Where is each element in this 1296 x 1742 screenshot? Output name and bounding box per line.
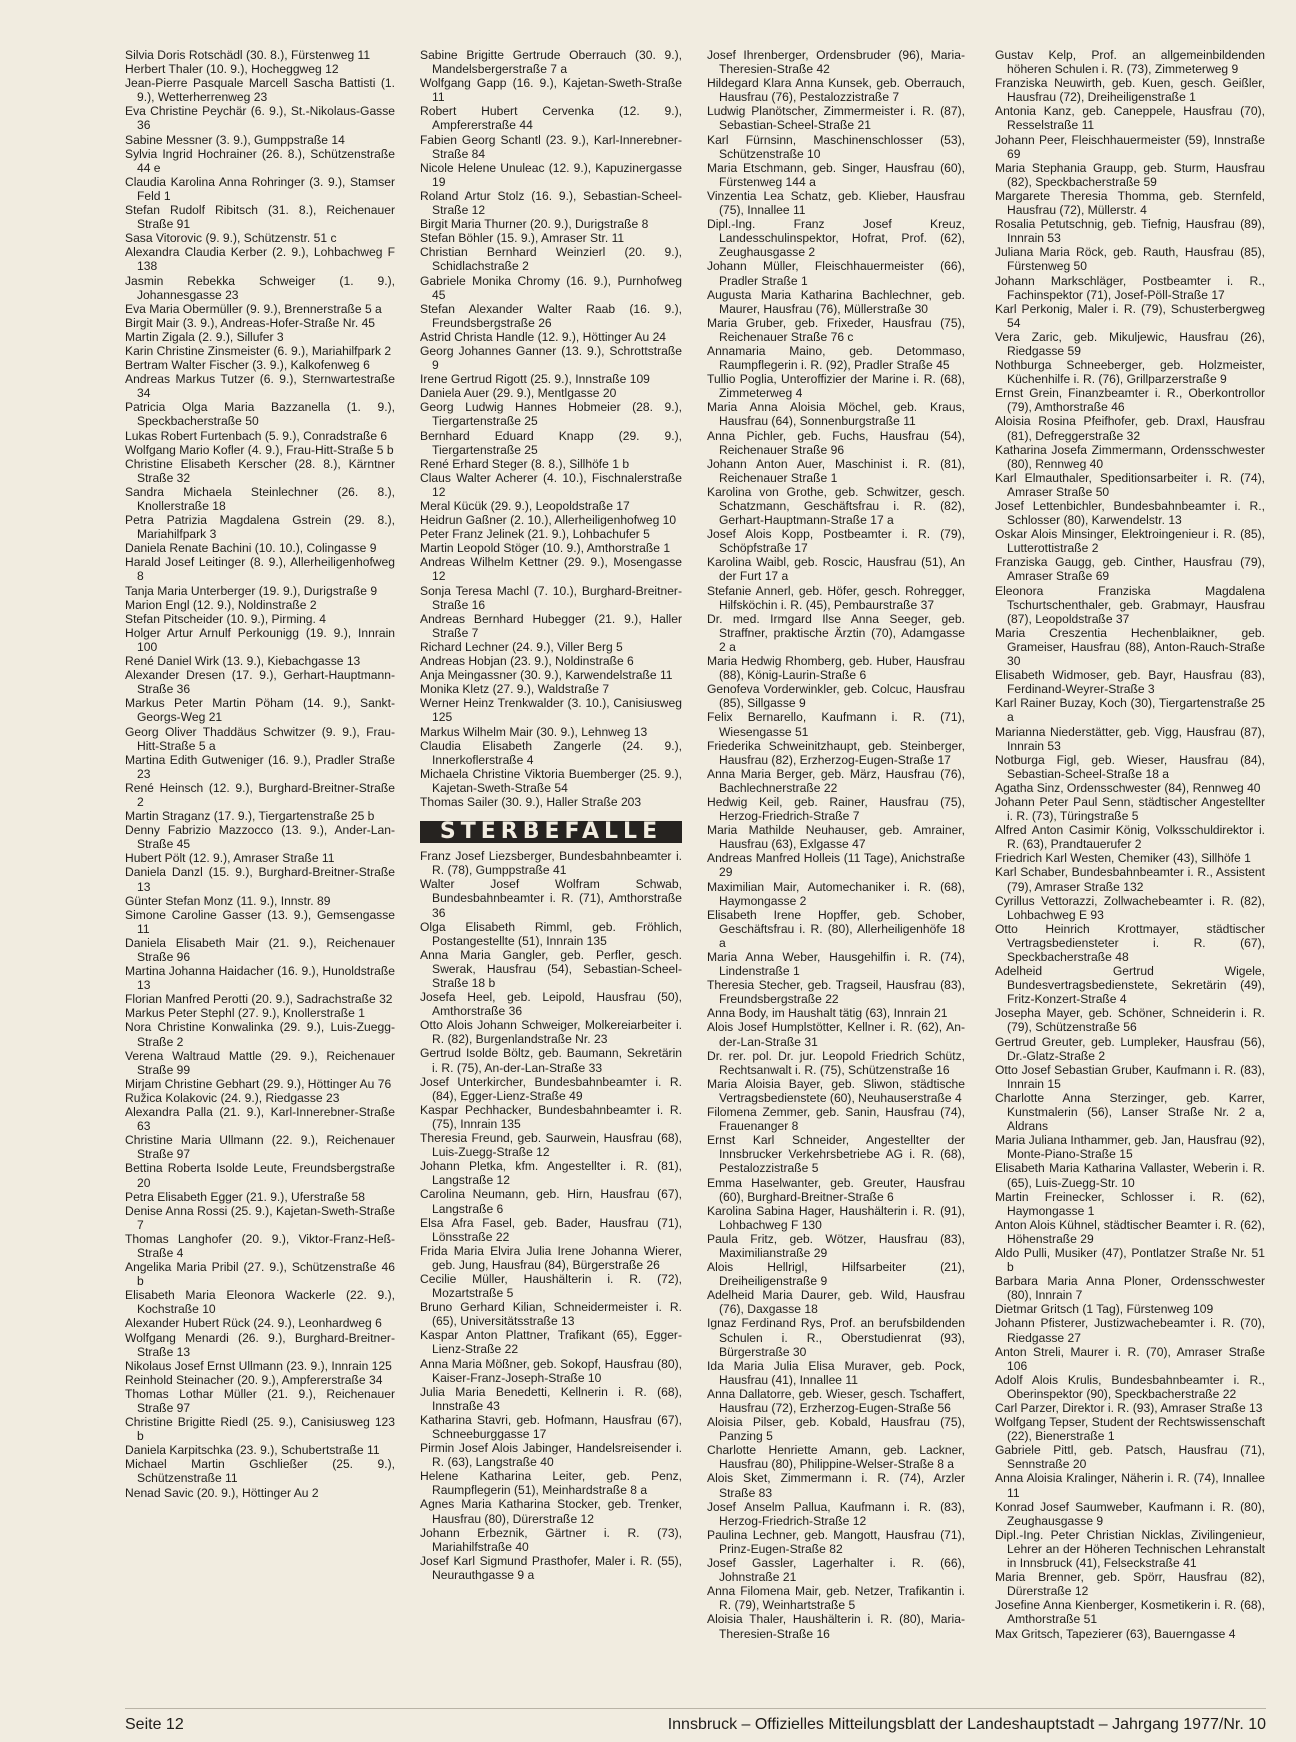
register-entry: Emma Haselwanter, geb. Greuter, Hausfrau (60), Burghard-Breitner-Straße 6 <box>707 1175 965 1204</box>
register-entry: Meral Kücük (29. 9.), Leopoldstraße 17 <box>420 499 630 513</box>
register-entry: Bettina Roberta Isolde Leute, Freundsbergstraße 20 <box>125 1161 395 1190</box>
register-entry: Daniela Auer (29. 9.), Mentlgasse 20 <box>420 386 617 401</box>
register-entry: Tullio Poglia, Unteroffizier der Marine i. R. (68), Zimmeterweg 4 <box>707 372 965 401</box>
register-entry: Antonia Kanz, geb. Caneppele, Hausfrau (70), Resselstraße 11 <box>995 104 1265 133</box>
register-entry: Nora Christine Konwalinka (29. 9.), Luis-Zuegg-Straße 2 <box>125 1020 395 1049</box>
register-entry: Maria Anna Aloisia Möchel, geb. Kraus, Hausfrau (64), Sonnenburgstraße 11 <box>707 400 965 429</box>
register-entry: Karl Perkonig, Maler i. R. (79), Schusterbergweg 54 <box>995 301 1265 330</box>
register-entry: Daniela Danzl (15. 9.), Burghard-Breitner-Straße 13 <box>125 865 395 894</box>
register-entry: Thomas Sailer (30. 9.), Haller Straße 203 <box>420 794 642 809</box>
register-entry: Astrid Christa Handle (12. 9.), Höttinger Au 24 <box>420 329 667 344</box>
register-entry: Angelika Maria Pribil (27. 9.), Schützenstraße 46 b <box>125 1260 395 1289</box>
register-entry: Karolina Waibl, geb. Roscic, Hausfrau (51), An der Furt 17 a <box>707 555 965 584</box>
register-entry: Sabine Messner (3. 9.), Gumppstraße 14 <box>125 132 345 147</box>
register-entry: Otto Alois Johann Schweiger, Molkereiarbeiter i. R. (82), Burgenlandstraße Nr. 23 <box>420 1018 682 1047</box>
register-entry: Sandra Michaela Steinlechner (26. 8.), Knollerstraße 18 <box>125 484 395 513</box>
register-entry: Daniela Karpitschka (23. 9.), Schubertstraße 11 <box>125 1443 380 1458</box>
register-entry: Hubert Pölt (12. 9.), Amraser Straße 11 <box>125 851 335 866</box>
register-entry: Petra Patrizia Magdalena Gstrein (29. 8.), Mariahilfpark 3 <box>125 513 395 542</box>
register-entry: Ludwig Planötscher, Zimmermeister i. R. (87), Sebastian-Scheel-Straße 21 <box>707 104 965 133</box>
register-entry: Dipl.-Ing. Franz Josef Kreuz, Landesschulinspektor, Hofrat, Prof. (62), Zeughausgasse 2 <box>707 217 965 260</box>
register-entry: Hedwig Keil, geb. Rainer, Hausfrau (75), Herzog-Friedrich-Straße 7 <box>707 794 965 824</box>
register-entry: Verena Waltraud Mattle (29. 9.), Reichenauer Straße 99 <box>125 1048 395 1077</box>
register-entry: Martin Freinecker, Schlosser i. R. (62), Haymongasse 1 <box>995 1189 1265 1218</box>
register-entry: Georg Oliver Thaddäus Schwitzer (9. 9.), Frau-Hitt-Straße 5 a <box>125 724 395 753</box>
register-entry: Mirjam Christine Gebhart (29. 9.), Höttinger Au 76 <box>125 1076 392 1091</box>
register-entry: Maria Stephania Graupp, geb. Sturm, Hausfrau (82), Speckbacherstraße 59 <box>995 160 1265 189</box>
register-entry: Alexander Hubert Rück (24. 9.), Leonhardweg 6 <box>125 1316 382 1331</box>
register-entry: Werner Heinz Trenkwalder (3. 10.), Canisiusweg 125 <box>420 696 682 725</box>
register-entry: Tanja Maria Unterberger (19. 9.), Durigstraße 9 <box>125 583 378 598</box>
register-entry: Aldo Pulli, Musiker (47), Pontlatzer Straße Nr. 51 b <box>995 1245 1265 1275</box>
register-entry: Nicole Helene Unuleac (12. 9.), Kapuzinergasse 19 <box>420 160 682 189</box>
register-entry: Maria Gruber, geb. Frixeder, Hausfrau (75), Reichenauer Straße 76 c <box>707 315 965 344</box>
register-entry: Olga Elisabeth Rimml, geb. Fröhlich, Postangestellte (51), Innrain 135 <box>420 919 682 948</box>
register-entry: Sonja Teresa Machl (7. 10.), Burghard-Breitner-Straße 16 <box>420 583 682 612</box>
register-entry: Claudia Karolina Anna Rohringer (3. 9.), Stamser Feld 1 <box>125 174 395 203</box>
register-entry: Maria Etschmann, geb. Singer, Hausfrau (60), Fürstenweg 144 a <box>707 160 965 189</box>
register-entry: Maria Juliana Inthammer, geb. Jan, Hausfrau (92), Monte-Piano-Straße 15 <box>995 1133 1265 1162</box>
register-entry: Robert Hubert Cervenka (12. 9.), Ampfererstraße 44 <box>420 104 682 133</box>
register-entry: Denny Fabrizio Mazzocco (13. 9.), Ander-Lan-Straße 45 <box>125 823 395 852</box>
register-entry: Andreas Hobjan (23. 9.), Noldinstraße 6 <box>420 654 634 669</box>
register-entry: Reinhold Steinacher (20. 9.), Ampfererstraße 34 <box>125 1372 383 1387</box>
register-entry: Frida Maria Elvira Julia Irene Johanna Wierer, geb. Jung, Hausfrau (84), Bürgerstraße 26 <box>420 1243 682 1272</box>
register-entry: Franz Josef Liezsberger, Bundesbahnbeamter i. R. (78), Gumppstraße 41 <box>420 849 682 878</box>
register-entry: Elisabeth Maria Eleonora Wackerle (22. 9.), Kochstraße 10 <box>125 1288 395 1317</box>
register-entry: Bernhard Eduard Knapp (29. 9.), Tiergartenstraße 25 <box>420 428 682 457</box>
register-entry: Ernst Grein, Finanzbeamter i. R., Oberkontrollor (79), Amthorstraße 46 <box>995 386 1265 415</box>
register-entry: Max Gritsch, Tapezierer (63), Bauerngasse 4 <box>995 1626 1236 1641</box>
register-entry: Gustav Kelp, Prof. an allgemeinbildenden höheren Schulen i. R. (73), Zimmeterweg 9 <box>995 48 1265 77</box>
register-entry: Thomas Langhofer (20. 9.), Viktor-Franz-Heß-Straße 4 <box>125 1231 395 1260</box>
register-entry: René Daniel Wirk (13. 9.), Kiebachgasse 13 <box>125 654 361 669</box>
register-entry: Theresia Freund, geb. Saurwein, Hausfrau (68), Luis-Zuegg-Straße 12 <box>420 1131 682 1160</box>
register-entry: Josef Gassler, Lagerhalter i. R. (66), Johnstraße 21 <box>707 1556 965 1585</box>
register-entry: Georg Ludwig Hannes Hobmeier (28. 9.), Tiergartenstraße 25 <box>420 400 682 429</box>
register-entry: Carl Parzer, Direktor i. R. (93), Amraser Straße 13 <box>995 1401 1263 1415</box>
register-entry: Sasa Vitorovic (9. 9.), Schützenstr. 51 c <box>125 231 337 246</box>
register-entry: Peter Franz Jelinek (21. 9.), Lohbachufer 5 <box>420 527 650 542</box>
register-entry: Adelheid Maria Daurer, geb. Wild, Hausfrau (76), Daxgasse 18 <box>707 1288 965 1317</box>
register-entry: Martin Leopold Stöger (10. 9.), Amthorstraße 1 <box>420 541 671 556</box>
register-entry: Aloisia Pilser, geb. Kobald, Hausfrau (75), Panzing 5 <box>707 1415 965 1444</box>
register-entry: Karl Elmauthaler, Speditionsarbeiter i. R. (74), Amraser Straße 50 <box>995 470 1265 499</box>
register-entry: Petra Elisabeth Egger (21. 9.), Uferstraße 58 <box>125 1189 365 1204</box>
register-entry: Josef Lettenbichler, Bundesbahnbeamter i. R., Schlosser (80), Karwendelstr. 13 <box>995 499 1265 528</box>
register-entry: Elisabeth Widmoser, geb. Bayr, Hausfrau (83), Ferdinand-Weyrer-Straße 3 <box>995 668 1265 697</box>
register-entry: Stefanie Annerl, geb. Höfer, gesch. Rohregger, Hilfsköchin i. R. (45), Pembaurstraße 37 <box>707 583 965 612</box>
register-entry: Anna Dallatorre, geb. Wieser, gesch. Tschaffert, Hausfrau (72), Erzherzog-Eugen-Straße 56 <box>707 1386 965 1415</box>
register-entry: Monika Kletz (27. 9.), Waldstraße 7 <box>420 682 610 697</box>
register-entry: Ignaz Ferdinand Rys, Prof. an berufsbildenden Schulen i. R., Oberstudienrat (93), Bürgerstraße 30 <box>707 1316 965 1359</box>
register-entry: Katharina Stavri, geb. Hofmann, Hausfrau (67), Schneeburggasse 17 <box>420 1412 682 1441</box>
register-entry: Dipl.-Ing. Peter Christian Nicklas, Zivilingenieur, Lehrer an der Höheren Technischen Lehranstalt in Innsbruck (41), Felseckstraße 41 <box>995 1527 1265 1571</box>
register-entry: Christian Bernhard Weinzierl (20. 9.), Schidlachstraße 2 <box>420 245 682 274</box>
register-entry: Bruno Gerhard Kilian, Schneidermeister i. R. (65), Universitätsstraße 13 <box>420 1300 682 1329</box>
register-entry: Andreas Manfred Holleis (11 Tage), Anichstraße 29 <box>707 851 965 880</box>
register-entry: Alois Hellrigl, Hilfsarbeiter (21), Dreiheiligenstraße 9 <box>707 1260 965 1289</box>
register-entry: Stefan Alexander Walter Raab (16. 9.), Freundsbergstraße 26 <box>420 301 682 330</box>
register-entry: Agnes Maria Katharina Stocker, geb. Trenker, Hausfrau (80), Dürerstraße 12 <box>420 1497 682 1526</box>
register-entry: Johann Pletka, kfm. Angestellter i. R. (81), Langstraße 12 <box>420 1159 682 1188</box>
register-entry: Johann Erbeznik, Gärtner i. R. (73), Mariahilfstraße 40 <box>420 1525 682 1554</box>
section-heading-sterbefaelle: STERBEFÄLLE <box>420 821 682 843</box>
register-entry: Annamaria Maino, geb. Detommaso, Raumpflegerin i. R. (92), Pradler Straße 45 <box>707 343 965 373</box>
register-entry: Roland Artur Stolz (16. 9.), Sebastian-Scheel-Straße 12 <box>420 188 682 218</box>
register-entry: Andreas Markus Tutzer (6. 9.), Sternwartestraße 34 <box>125 372 395 401</box>
register-entry: Irene Gertrud Rigott (25. 9.), Innstraße 109 <box>420 372 650 387</box>
register-entry: Maria Hedwig Rhomberg, geb. Huber, Hausfrau (88), König-Laurin-Straße 6 <box>707 654 965 683</box>
register-entry: Anja Meingassner (30. 9.), Karwendelstraße 11 <box>420 668 673 683</box>
register-entry: Claus Walter Acherer (4. 10.), Fischnalerstraße 12 <box>420 470 682 499</box>
register-entry: Felix Bernarello, Kaufmann i. R. (71), Wiesengasse 51 <box>707 710 965 739</box>
register-entry: Wolfgang Gapp (16. 9.), Kajetan-Sweth-Straße 11 <box>420 76 682 105</box>
register-entry: Daniela Elisabeth Mair (21. 9.), Reichenauer Straße 96 <box>125 935 395 964</box>
register-entry: Paula Fritz, geb. Wötzer, Hausfrau (83), Maximilianstraße 29 <box>707 1231 965 1260</box>
register-entry: Walter Josef Wolfram Schwab, Bundesbahnbeamter i. R. (71), Amthorstraße 36 <box>420 877 682 920</box>
register-entry: Gabriele Pittl, geb. Patsch, Hausfrau (71), Sennstraße 20 <box>995 1443 1265 1472</box>
register-entry: Dr. med. Irmgard Ilse Anna Seeger, geb. Straffner, praktische Ärztin (70), Adamgasse 2 a <box>707 611 965 654</box>
register-entry: Filomena Zemmer, geb. Sanin, Hausfrau (74), Frauenanger 8 <box>707 1105 965 1134</box>
register-entry: Martin Straganz (17. 9.), Tiergartenstraße 25 b <box>125 809 375 824</box>
register-entry: Adelheid Gertrud Wigele, Bundesvertragsbedienstete, Sekretärin (49), Fritz-Konzert-Straße 4 <box>995 964 1265 1007</box>
register-entry: Nikolaus Josef Ernst Ullmann (23. 9.), Innrain 125 <box>125 1358 392 1373</box>
register-entry: Michaela Christine Viktoria Buemberger (25. 9.), Kajetan-Sweth-Straße 54 <box>420 766 682 795</box>
register-entry: Barbara Maria Anna Ploner, Ordensschwester (80), Innrain 7 <box>995 1274 1265 1303</box>
register-entry: Alois Sket, Zimmermann i. R. (74), Arzler Straße 83 <box>707 1471 965 1500</box>
register-entry: Anna Filomena Mair, geb. Netzer, Trafikantin i. R. (79), Weinhartstraße 5 <box>707 1584 965 1613</box>
register-entry: Oskar Alois Minsinger, Elektroingenieur i. R. (85), Lutterottistraße 2 <box>995 527 1265 556</box>
register-entry: Elisabeth Irene Hopffer, geb. Schober, Geschäftsfrau i. R. (80), Allerheiligenhöfe 18 a <box>707 907 965 950</box>
register-entry: Ernst Karl Schneider, Angestellter der Innsbrucker Verkehrsbetriebe AG i. R. (68), Pestalozzistraße 5 <box>707 1133 965 1176</box>
register-entry: Fabien Georg Schantl (23. 9.), Karl-Innerebner-Straße 84 <box>420 132 682 161</box>
footer-rule <box>125 1708 1266 1709</box>
publication-title: Innsbruck – Offizielles Mitteilungsblatt der Landeshauptstadt – Jahrgang 1977/Nr. 10 <box>667 1716 1266 1733</box>
register-entry: Bertram Walter Fischer (3. 9.), Kalkofenweg 6 <box>125 358 370 373</box>
register-entry: Karl Schaber, Bundesbahnbeamter i. R., Assistent (79), Amraser Straße 132 <box>995 865 1265 894</box>
register-entry: Patricia Olga Maria Bazzanella (1. 9.), Speckbacherstraße 50 <box>125 400 395 429</box>
register-entry: Rosalia Petutschnig, geb. Tiefnig, Hausfrau (89), Innrain 53 <box>995 217 1265 246</box>
register-entry: Florian Manfred Perotti (20. 9.), Sadrachstraße 32 <box>125 992 393 1007</box>
register-entry: Theresia Stecher, geb. Tragseil, Hausfrau (83), Freundsbergstraße 22 <box>707 978 965 1007</box>
register-entry: Stefan Böhler (15. 9.), Amraser Str. 11 <box>420 231 625 246</box>
register-entry: Adolf Alois Krulis, Bundesbahnbeamter i. R., Oberinspektor (90), Speckbacherstraße 22 <box>995 1372 1265 1401</box>
register-entry: Alois Josef Humplstötter, Kellner i. R. (62), An-der-Lan-Straße 31 <box>707 1020 965 1049</box>
register-entry: Kaspar Anton Plattner, Trafikant (65), Egger-Lienz-Straße 22 <box>420 1328 682 1357</box>
register-entry: Herbert Thaler (10. 9.), Hocheggweg 12 <box>125 62 339 77</box>
register-entry: Charlotte Henriette Amann, geb. Lackner, Hausfrau (80), Philippine-Welser-Straße 8 a <box>707 1443 965 1472</box>
register-entry: Eva Maria Obermüller (9. 9.), Brennerstraße 5 a <box>125 301 382 316</box>
register-entry: Gertrud Isolde Böltz, geb. Baumann, Sekretärin i. R. (75), An-der-Lan-Straße 33 <box>420 1046 682 1075</box>
register-entry: Gabriele Monika Chromy (16. 9.), Purnhofweg 45 <box>420 273 682 302</box>
register-entry: Karolina von Grothe, geb. Schwitzer, gesch. Schatzmann, Geschäftsfrau i. R. (82), Gerhart-Hauptmann-Straße 17 a <box>707 484 965 528</box>
register-entry: Andreas Bernhard Hubegger (21. 9.), Haller Straße 7 <box>420 611 682 640</box>
register-entry: Jasmin Rebekka Schweiger (1. 9.), Johannesgasse 23 <box>125 273 395 302</box>
register-entry: Dietmar Gritsch (1 Tag), Fürstenweg 109 <box>995 1302 1214 1317</box>
register-entry: Josepha Mayer, geb. Schöner, Schneiderin i. R. (79), Schützenstraße 56 <box>995 1006 1265 1035</box>
register-entry: Nenad Savic (20. 9.), Höttinger Au 2 <box>125 1485 319 1500</box>
register-entry: Katharina Josefa Zimmermann, Ordensschwester (80), Rennweg 40 <box>995 442 1265 471</box>
register-entry: Martina Edith Gutweniger (16. 9.), Pradler Straße 23 <box>125 752 395 781</box>
register-entry: Juliana Maria Röck, geb. Rauth, Hausfrau (85), Fürstenweg 50 <box>995 245 1265 274</box>
register-entry: Heidrun Gaßner (2. 10.), Allerheiligenhofweg 10 <box>420 513 677 528</box>
register-entry: Helene Katharina Leiter, geb. Penz, Raumpflegerin (51), Meinhardstraße 8 a <box>420 1469 682 1498</box>
register-entry: Martin Zigala (2. 9.), Sillufer 3 <box>125 329 284 344</box>
register-entry: Carolina Neumann, geb. Hirn, Hausfrau (67), Langstraße 6 <box>420 1187 682 1216</box>
register-entry: Anna Pichler, geb. Fuchs, Hausfrau (54), Reichenauer Straße 96 <box>707 428 965 457</box>
register-entry: Maria Anna Weber, Hausgehilfin i. R. (74), Lindenstraße 1 <box>707 950 965 979</box>
register-entry: Elisabeth Maria Katharina Vallaster, Weberin i. R. (65), Luis-Zuegg-Str. 10 <box>995 1161 1265 1190</box>
register-entry: Lukas Robert Furtenbach (5. 9.), Conradstraße 6 <box>125 428 388 443</box>
register-entry: Augusta Maria Katharina Bachlechner, geb. Maurer, Hausfrau (76), Müllerstraße 30 <box>707 287 965 316</box>
register-entry: Karl Rainer Buzay, Koch (30), Tiergartenstraße 25 a <box>995 696 1265 725</box>
register-entry: Johann Markschläger, Postbeamter i. R., Fachinspektor (71), Josef-Pöll-Straße 17 <box>995 273 1265 302</box>
register-entry: Josef Ihrenberger, Ordensbruder (96), Maria-Theresien-Straße 42 <box>707 48 965 77</box>
register-entry: Georg Johannes Ganner (13. 9.), Schrottstraße 9 <box>420 343 682 373</box>
register-entry: Josef Alois Kopp, Postbeamter i. R. (79), Schöpfstraße 17 <box>707 527 965 556</box>
column-2 <box>420 48 682 1582</box>
register-entry: Maria Creszentia Hechenblaikner, geb. Grameiser, Hausfrau (88), Anton-Rauch-Straße 30 <box>995 625 1265 669</box>
column-4 <box>995 48 1265 1641</box>
register-entry: Josefa Heel, geb. Leipold, Hausfrau (50), Amthorstraße 36 <box>420 990 682 1019</box>
register-entry: Konrad Josef Saumweber, Kaufmann i. R. (80), Zeughausgasse 9 <box>995 1499 1265 1528</box>
register-entry: Wolfgang Tepser, Student der Rechtswissenschaft (22), Bienerstraße 1 <box>995 1415 1265 1444</box>
register-entry: Wolfgang Mario Kofler (4. 9.), Frau-Hitt-Straße 5 b <box>125 442 394 457</box>
register-entry: Günter Stefan Monz (11. 9.), Innstr. 89 <box>125 893 331 908</box>
register-entry: Markus Peter Martin Pöham (14. 9.), Sankt-Georgs-Weg 21 <box>125 696 395 725</box>
register-entry: Claudia Elisabeth Zangerle (24. 9.), Innerkoflerstraße 4 <box>420 738 682 767</box>
register-entry: Johann Müller, Fleischhauermeister (66), Pradler Straße 1 <box>707 259 965 288</box>
register-entry: Vera Zaric, geb. Mikuljewic, Hausfrau (26), Riedgasse 59 <box>995 329 1265 358</box>
register-entry: Sylvia Ingrid Hochrainer (26. 8.), Schützenstraße 44 e <box>125 146 395 175</box>
register-entry: Andreas Wilhelm Kettner (29. 9.), Mosengasse 12 <box>420 555 682 584</box>
register-entry: Charlotte Anna Sterzinger, geb. Karrer, Kunstmalerin (56), Lanser Straße Nr. 2 a, Aldrans <box>995 1090 1265 1134</box>
register-entry: Daniela Renate Bachini (10. 10.), Colingasse 9 <box>125 541 377 556</box>
register-entry: Josef Karl Sigmund Prasthofer, Maler i. R. (55), Neurauthgasse 9 a <box>420 1553 682 1582</box>
register-entry: Josefine Anna Kienberger, Kosmetikerin i. R. (68), Amthorstraße 51 <box>995 1598 1265 1627</box>
register-entry: Aloisia Rosina Pfeifhofer, geb. Draxl, Hausfrau (81), Defreggerstraße 32 <box>995 414 1265 443</box>
register-entry: Pirmin Josef Alois Jabinger, Handelsreisender i. R. (63), Langstraße 40 <box>420 1441 682 1470</box>
register-entry: Sabine Brigitte Gertrude Oberrauch (30. 9.), Mandelsbergerstraße 7 a <box>420 48 682 77</box>
register-entry: Silvia Doris Rotschädl (30. 8.), Fürstenweg 11 <box>125 48 371 62</box>
register-entry: Birgit Mair (3. 9.), Andreas-Hofer-Straße Nr. 45 <box>125 315 376 330</box>
register-entry: Alfred Anton Casimir König, Volksschuldirektor i. R. (63), Prandtauerufer 2 <box>995 823 1265 852</box>
register-entry: Anna Body, im Haushalt tätig (63), Innrain 21 <box>707 1006 948 1021</box>
register-entry: Franziska Neuwirth, geb. Kuen, gesch. Geißler, Hausfrau (72), Dreiheiligenstraße 1 <box>995 76 1265 105</box>
register-entry: Harald Josef Leitinger (8. 9.), Allerheiligenhofweg 8 <box>125 555 395 584</box>
register-entry: Margarete Theresia Thomma, geb. Sternfeld, Hausfrau (72), Müllerstr. 4 <box>995 188 1265 218</box>
register-entry: Maria Mathilde Neuhauser, geb. Amrainer, Hausfrau (63), Exlgasse 47 <box>707 823 965 852</box>
register-entry: Johann Anton Auer, Maschinist i. R. (81), Reichenauer Straße 1 <box>707 456 965 485</box>
register-entry: Michael Martin Gschließer (25. 9.), Schützenstraße 11 <box>125 1457 395 1486</box>
register-entry: Karl Fürnsinn, Maschinenschlosser (53), Schützenstraße 10 <box>707 132 965 161</box>
register-entry: Hildegard Klara Anna Kunsek, geb. Oberrauch, Hausfrau (76), Pestalozzistraße 7 <box>707 76 965 105</box>
register-entry: Notburga Figl, geb. Wieser, Hausfrau (84), Sebastian-Scheel-Straße 18 a <box>995 752 1265 781</box>
register-entry: Martina Johanna Haidacher (16. 9.), Hunoldstraße 13 <box>125 964 395 993</box>
register-entry: Markus Wilhelm Mair (30. 9.), Lehnweg 13 <box>420 724 648 739</box>
register-entry: Holger Artur Arnulf Perkounigg (19. 9.), Innrain 100 <box>125 625 395 654</box>
register-entry: Karin Christine Zinsmeister (6. 9.), Mariahilfpark 2 <box>125 343 392 358</box>
register-entry: Anna Maria Mößner, geb. Sokopf, Hausfrau (80), Kaiser-Franz-Joseph-Straße 10 <box>420 1356 682 1385</box>
register-entry: Simone Caroline Gasser (13. 9.), Gemsengasse 11 <box>125 907 395 936</box>
register-entry: Elsa Afra Fasel, geb. Bader, Hausfrau (71), Lönsstraße 22 <box>420 1215 682 1244</box>
register-entry: Nothburga Schneeberger, geb. Holzmeister, Küchenhilfe i. R. (76), Grillparzerstraße 9 <box>995 358 1265 387</box>
register-entry: Friedrich Karl Westen, Chemiker (43), Sillhöfe 1 <box>995 851 1251 866</box>
register-entry: Anna Maria Berger, geb. März, Hausfrau (76), Bachlechnerstraße 22 <box>707 766 965 795</box>
register-entry: Christine Brigitte Riedl (25. 9.), Canisiusweg 123 b <box>125 1415 395 1444</box>
register-entry: Ružica Kolakovic (24. 9.), Riedgasse 23 <box>125 1090 340 1105</box>
register-entry: Johann Peer, Fleischhauermeister (59), Innstraße 69 <box>995 132 1265 161</box>
register-entry: Jean-Pierre Pasquale Marcell Sascha Battisti (1. 9.), Wetterherrenweg 23 <box>125 76 395 105</box>
register-entry: Gertrud Greuter, geb. Lumpleker, Hausfrau (56), Dr.-Glatz-Straße 2 <box>995 1034 1265 1063</box>
register-entry: Franziska Gaugg, geb. Cinther, Hausfrau (79), Amraser Straße 69 <box>995 555 1265 584</box>
register-entry: Friederika Schweinitzhaupt, geb. Steinberger, Hausfrau (82), Erzherzog-Eugen-Straße 17 <box>707 738 965 767</box>
register-entry: Anton Alois Kühnel, städtischer Beamter i. R. (62), Höhenstraße 29 <box>995 1217 1265 1246</box>
register-entry: Marianna Niederstätter, geb. Vigg, Hausfrau (87), Innrain 53 <box>995 724 1265 753</box>
register-entry: Aloisia Thaler, Haushälterin i. R. (80), Maria-Theresien-Straße 16 <box>707 1612 965 1641</box>
register-entry: Denise Anna Rossi (25. 9.), Kajetan-Sweth-Straße 7 <box>125 1203 395 1232</box>
register-entry: Otto Heinrich Krottmayer, städtischer Vertragsbediensteter i. R. (67), Speckbacherstraße 48 <box>995 921 1265 964</box>
register-entry: Markus Peter Stephl (27. 9.), Knollerstraße 1 <box>125 1006 365 1021</box>
register-entry: Maximilian Mair, Automechaniker i. R. (68), Haymongasse 2 <box>707 879 965 908</box>
register-entry: Alexander Dresen (17. 9.), Gerhart-Hauptmann-Straße 36 <box>125 668 395 697</box>
register-entry: Karolina Sabina Hager, Haushälterin i. R. (91), Lohbachweg F 130 <box>707 1203 965 1232</box>
register-entry: Wolfgang Menardi (26. 9.), Burghard-Breitner-Straße 13 <box>125 1330 395 1359</box>
register-entry: Thomas Lothar Müller (21. 9.), Reichenauer Straße 97 <box>125 1386 395 1415</box>
register-entry: Cyrillus Vettorazzi, Zollwachebeamter i. R. (82), Lohbachweg E 93 <box>995 893 1265 922</box>
register-entry: Dr. rer. pol. Dr. jur. Leopold Friedrich Schütz, Rechtsanwalt i. R. (75), Schützenstraße 16 <box>707 1048 965 1077</box>
register-entry: Alexandra Palla (21. 9.), Karl-Innerebner-Straße 63 <box>125 1105 395 1134</box>
register-entry: Alexandra Claudia Kerber (2. 9.), Lohbachweg F 138 <box>125 245 395 274</box>
page-footer <box>125 1716 1266 1734</box>
register-entry: Johann Pfisterer, Justizwachebeamter i. R. (70), Riedgasse 27 <box>995 1316 1265 1345</box>
register-entry: Anna Aloisia Kralinger, Näherin i. R. (74), Innallee 11 <box>995 1471 1265 1500</box>
register-entry: Maria Brenner, geb. Spörr, Hausfrau (82), Dürerstraße 12 <box>995 1570 1265 1599</box>
register-entry: Cecilie Müller, Haushälterin i. R. (72), Mozartstraße 5 <box>420 1271 682 1301</box>
register-entry: René Erhard Steger (8. 8.), Sillhöfe 1 b <box>420 456 630 471</box>
column-1 <box>125 48 395 1500</box>
register-entry: Marion Engl (12. 9.), Noldinstraße 2 <box>125 597 317 612</box>
column-3 <box>707 48 965 1641</box>
register-entry: Agatha Sinz, Ordensschwester (84), Rennweg 40 <box>995 780 1261 795</box>
register-entry: Stefan Pitscheider (10. 9.), Pirming. 4 <box>125 611 326 626</box>
register-entry: Richard Lechner (24. 9.), Viller Berg 5 <box>420 639 623 654</box>
register-entry: Julia Maria Benedetti, Kellnerin i. R. (68), Innstraße 43 <box>420 1384 682 1413</box>
register-entry: Kaspar Pechhacker, Bundesbahnbeamter i. R. (75), Innrain 135 <box>420 1102 682 1131</box>
register-entry: Ida Maria Julia Elisa Muraver, geb. Pock, Hausfrau (41), Innallee 11 <box>707 1358 965 1387</box>
page-number: Seite 12 <box>125 1716 184 1733</box>
register-entry: Paulina Lechner, geb. Mangott, Hausfrau (71), Prinz-Eugen-Straße 82 <box>707 1527 965 1556</box>
register-entry: Birgit Maria Thurner (20. 9.), Durigstraße 8 <box>420 217 649 232</box>
register-entry: René Heinsch (12. 9.), Burghard-Breitner-Straße 2 <box>125 780 395 809</box>
register-entry: Stefan Rudolf Ribitsch (31. 8.), Reichenauer Straße 91 <box>125 203 395 232</box>
register-entry: Maria Aloisia Bayer, geb. Sliwon, städtische Vertragsbedienstete (60), Neuhauserstraße 4 <box>707 1076 965 1105</box>
register-entry: Genofeva Vorderwinkler, geb. Colcuc, Hausfrau (85), Sillgasse 9 <box>707 682 965 711</box>
register-entry: Christine Elisabeth Kerscher (28. 8.), Kärntner Straße 32 <box>125 456 395 485</box>
register-entry: Josef Unterkircher, Bundesbahnbeamter i. R. (84), Egger-Lienz-Straße 49 <box>420 1074 682 1103</box>
register-entry: Eleonora Franziska Magdalena Tschurtschenthaler, geb. Grabmayr, Hausfrau (87), Leopoldstraße 37 <box>995 583 1265 626</box>
register-entry: Johann Peter Paul Senn, städtischer Angestellter i. R. (73), Türingstraße 5 <box>995 794 1265 824</box>
register-entry: Anton Streli, Maurer i. R. (70), Amraser Straße 106 <box>995 1344 1265 1373</box>
register-entry: Christine Maria Ullmann (22. 9.), Reichenauer Straße 97 <box>125 1133 395 1162</box>
register-entry: Eva Christine Peychär (6. 9.), St.-Nikolaus-Gasse 36 <box>125 104 395 133</box>
register-entry: Otto Josef Sebastian Gruber, Kaufmann i. R. (83), Innrain 15 <box>995 1062 1265 1091</box>
register-entry: Anna Maria Gangler, geb. Perfler, gesch. Swerak, Hausfrau (54), Sebastian-Scheel-Straße 18 b <box>420 947 682 990</box>
register-entry: Josef Anselm Pallua, Kaufmann i. R. (83), Herzog-Friedrich-Straße 12 <box>707 1499 965 1528</box>
register-entry: Vinzentia Lea Schatz, geb. Klieber, Hausfrau (75), Innallee 11 <box>707 188 965 218</box>
